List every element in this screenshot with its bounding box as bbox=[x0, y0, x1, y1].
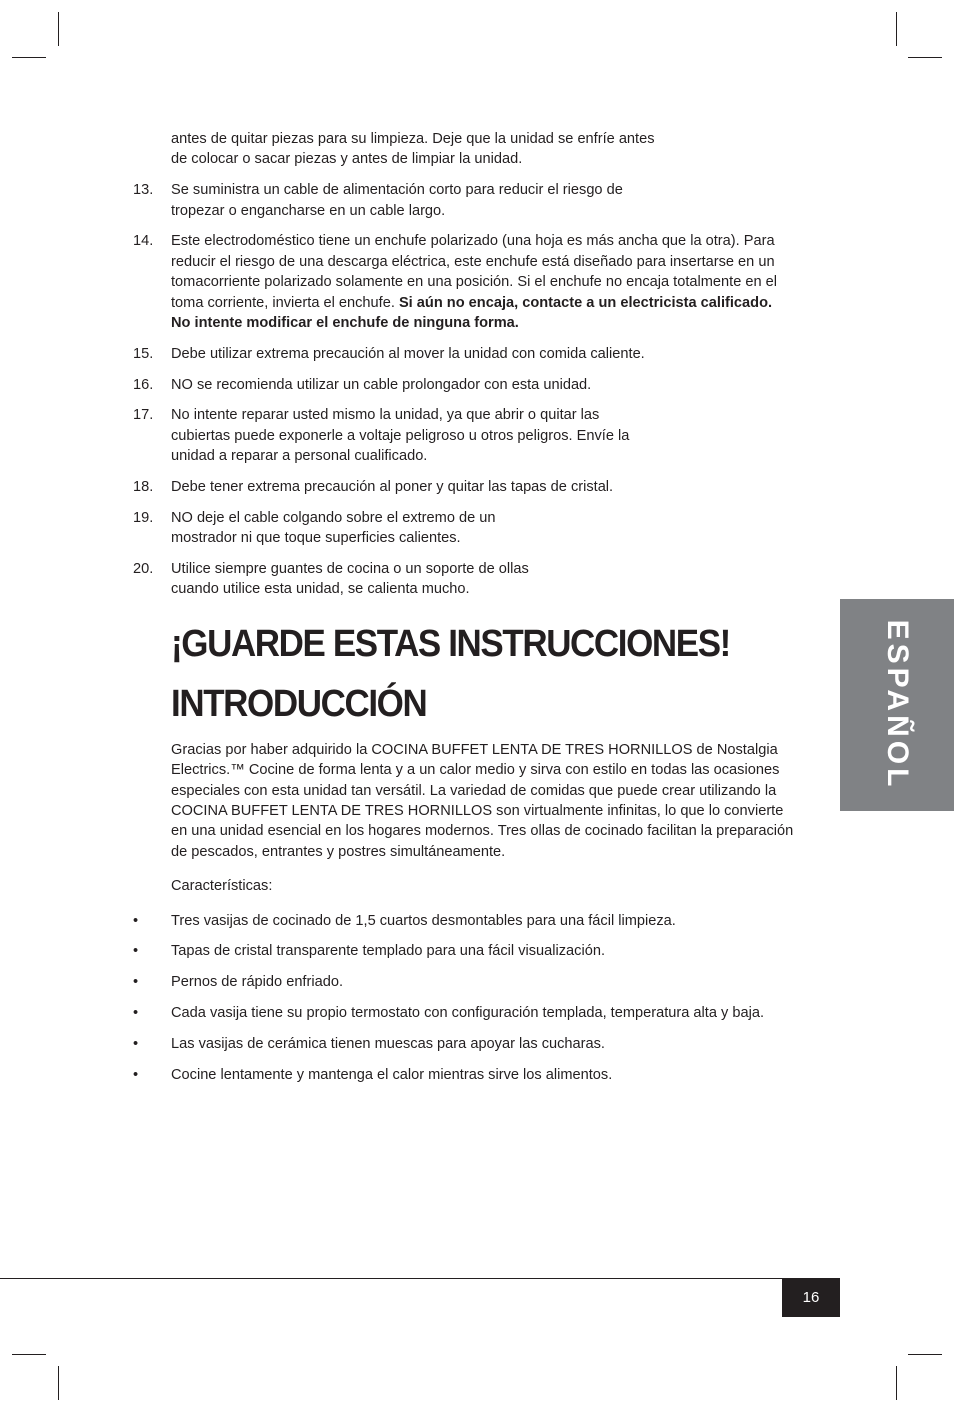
feature-text: Tres vasijas de cocinado de 1,5 cuartos desmontables para una fácil limpieza. bbox=[171, 912, 676, 929]
crop-mark bbox=[908, 1354, 942, 1355]
crop-mark bbox=[896, 12, 897, 46]
list-item bbox=[133, 508, 833, 549]
item-text-regular: Se suministra un cable de alimentación corto para reducir el riesgo de tropezar o engancharse en un cable largo. bbox=[171, 182, 623, 219]
crop-mark bbox=[896, 1366, 897, 1400]
list-item bbox=[133, 231, 833, 333]
language-label: ESPAÑOL bbox=[881, 619, 914, 791]
save-instructions-heading: ¡GUARDE ESTAS INSTRUCCIONES! bbox=[171, 622, 730, 665]
item-number: 20. bbox=[133, 561, 154, 578]
bullet-point: • bbox=[133, 912, 139, 929]
list-item bbox=[133, 405, 833, 466]
item-number: 19. bbox=[133, 509, 154, 526]
item-text-regular: Este electrodoméstico tiene un enchufe polarizado (una hoja es más ancha que la otra). Para reducir el riesgo de una descarga eléctrica, este enchufe está diseñado para insertarse en un tomacorriente polarizado solamente en una posición. Si el enchufe no encaja totalmente en el toma corriente, invierta el enchufe. bbox=[171, 233, 778, 311]
item-text bbox=[171, 344, 833, 364]
item-text-regular: Debe tener extrema precaución al poner y quitar las tapas de cristal. bbox=[171, 479, 614, 496]
list-item bbox=[133, 344, 833, 364]
item-text-regular: NO se recomienda utilizar un cable prolongador con esta unidad. bbox=[171, 376, 592, 393]
item-text-regular: NO deje el cable colgando sobre el extremo de un mostrador ni que toque superficies calientes. bbox=[171, 509, 496, 547]
features-label: Características: bbox=[171, 878, 273, 895]
item-text bbox=[171, 559, 571, 600]
item-text bbox=[171, 231, 791, 333]
page-content bbox=[133, 129, 833, 1095]
features-list bbox=[133, 911, 833, 1085]
item-number: 14. bbox=[133, 233, 154, 250]
feature-item bbox=[133, 911, 833, 931]
bullet-point: • bbox=[133, 1005, 139, 1022]
item-text bbox=[171, 405, 641, 466]
item-number: 17. bbox=[133, 407, 154, 424]
item-text-regular: No intente reparar usted mismo la unidad, ya que abrir o quitar las cubiertas puede exponerle a voltaje peligroso u otros peligros. Envíe la unidad a reparar a personal cualificado. bbox=[171, 407, 630, 465]
footer-rule bbox=[0, 1278, 840, 1279]
list-item bbox=[133, 559, 833, 600]
item-text-bold: Si aún no encaja, contacte a un electricista calificado. No intente modificar el enchufe de ninguna forma. bbox=[171, 294, 773, 332]
feature-text: Las vasijas de cerámica tienen muescas para apoyar las cucharas. bbox=[171, 1035, 605, 1052]
crop-mark bbox=[58, 12, 59, 46]
feature-item bbox=[133, 941, 833, 961]
item-text-regular: Utilice siempre guantes de cocina o un soporte de ollas cuando utilice esta unidad, se calienta mucho. bbox=[171, 561, 529, 598]
feature-item bbox=[133, 1003, 833, 1023]
crop-mark bbox=[908, 57, 942, 58]
list-item bbox=[133, 477, 833, 497]
safety-list bbox=[133, 180, 833, 600]
item-number: 15. bbox=[133, 345, 154, 362]
page-number: 16 bbox=[782, 1278, 840, 1317]
item-text bbox=[171, 180, 631, 221]
bullet-point: • bbox=[133, 1066, 139, 1083]
item-text-regular: Debe utilizar extrema precaución al mover la unidad con comida caliente. bbox=[171, 345, 645, 362]
crop-mark bbox=[58, 1366, 59, 1400]
feature-item bbox=[133, 1065, 833, 1085]
list-item bbox=[133, 180, 833, 221]
item-text bbox=[171, 477, 833, 497]
feature-item bbox=[133, 972, 833, 992]
bullet-point: • bbox=[133, 943, 139, 960]
introduction-heading: INTRODUCCIÓN bbox=[171, 682, 427, 725]
bullet-point: • bbox=[133, 974, 139, 991]
language-side-tab bbox=[840, 599, 954, 811]
item-number: 16. bbox=[133, 376, 154, 393]
crop-mark bbox=[12, 1354, 46, 1355]
crop-mark bbox=[12, 57, 46, 58]
item-number: 13. bbox=[133, 182, 154, 199]
feature-item bbox=[133, 1034, 833, 1054]
item-number: 18. bbox=[133, 479, 154, 496]
feature-text: Tapas de cristal transparente templado para una fácil visualización. bbox=[171, 943, 605, 960]
intro-paragraph: Gracias por haber adquirido la COCINA BUFFET LENTA DE TRES HORNILLOS de Nostalgia Electrics.™ Cocine de forma lenta y a un calor medio y sirva con estilo en todas las ocasiones especiales con esta unidad tan versátil. La variedad de comidas que puede crear utilizando la COCINA BUFFET LENTA DE TRES HORNILLOS son virtualmente infinitas, lo que lo convierte en una unidad esencial en los hogares modernos. Tres ollas de cocinado facilitan la preparación de pescados, entrantes y postres simultáneamente. bbox=[171, 741, 794, 860]
item-text bbox=[171, 508, 541, 549]
feature-text: Pernos de rápido enfriado. bbox=[171, 974, 343, 991]
feature-text: Cocine lentamente y mantenga el calor mientras sirve los alimentos. bbox=[171, 1066, 613, 1083]
bullet-point: • bbox=[133, 1035, 139, 1052]
item-text bbox=[171, 375, 833, 395]
continuation-text: antes de quitar piezas para su limpieza. Deje que la unidad se enfríe antes de colocar o sacar piezas y antes de limpiar la unidad. bbox=[171, 131, 655, 168]
feature-text: Cada vasija tiene su propio termostato con configuración templada, temperatura alta y baja. bbox=[171, 1005, 765, 1022]
list-item bbox=[133, 375, 833, 395]
